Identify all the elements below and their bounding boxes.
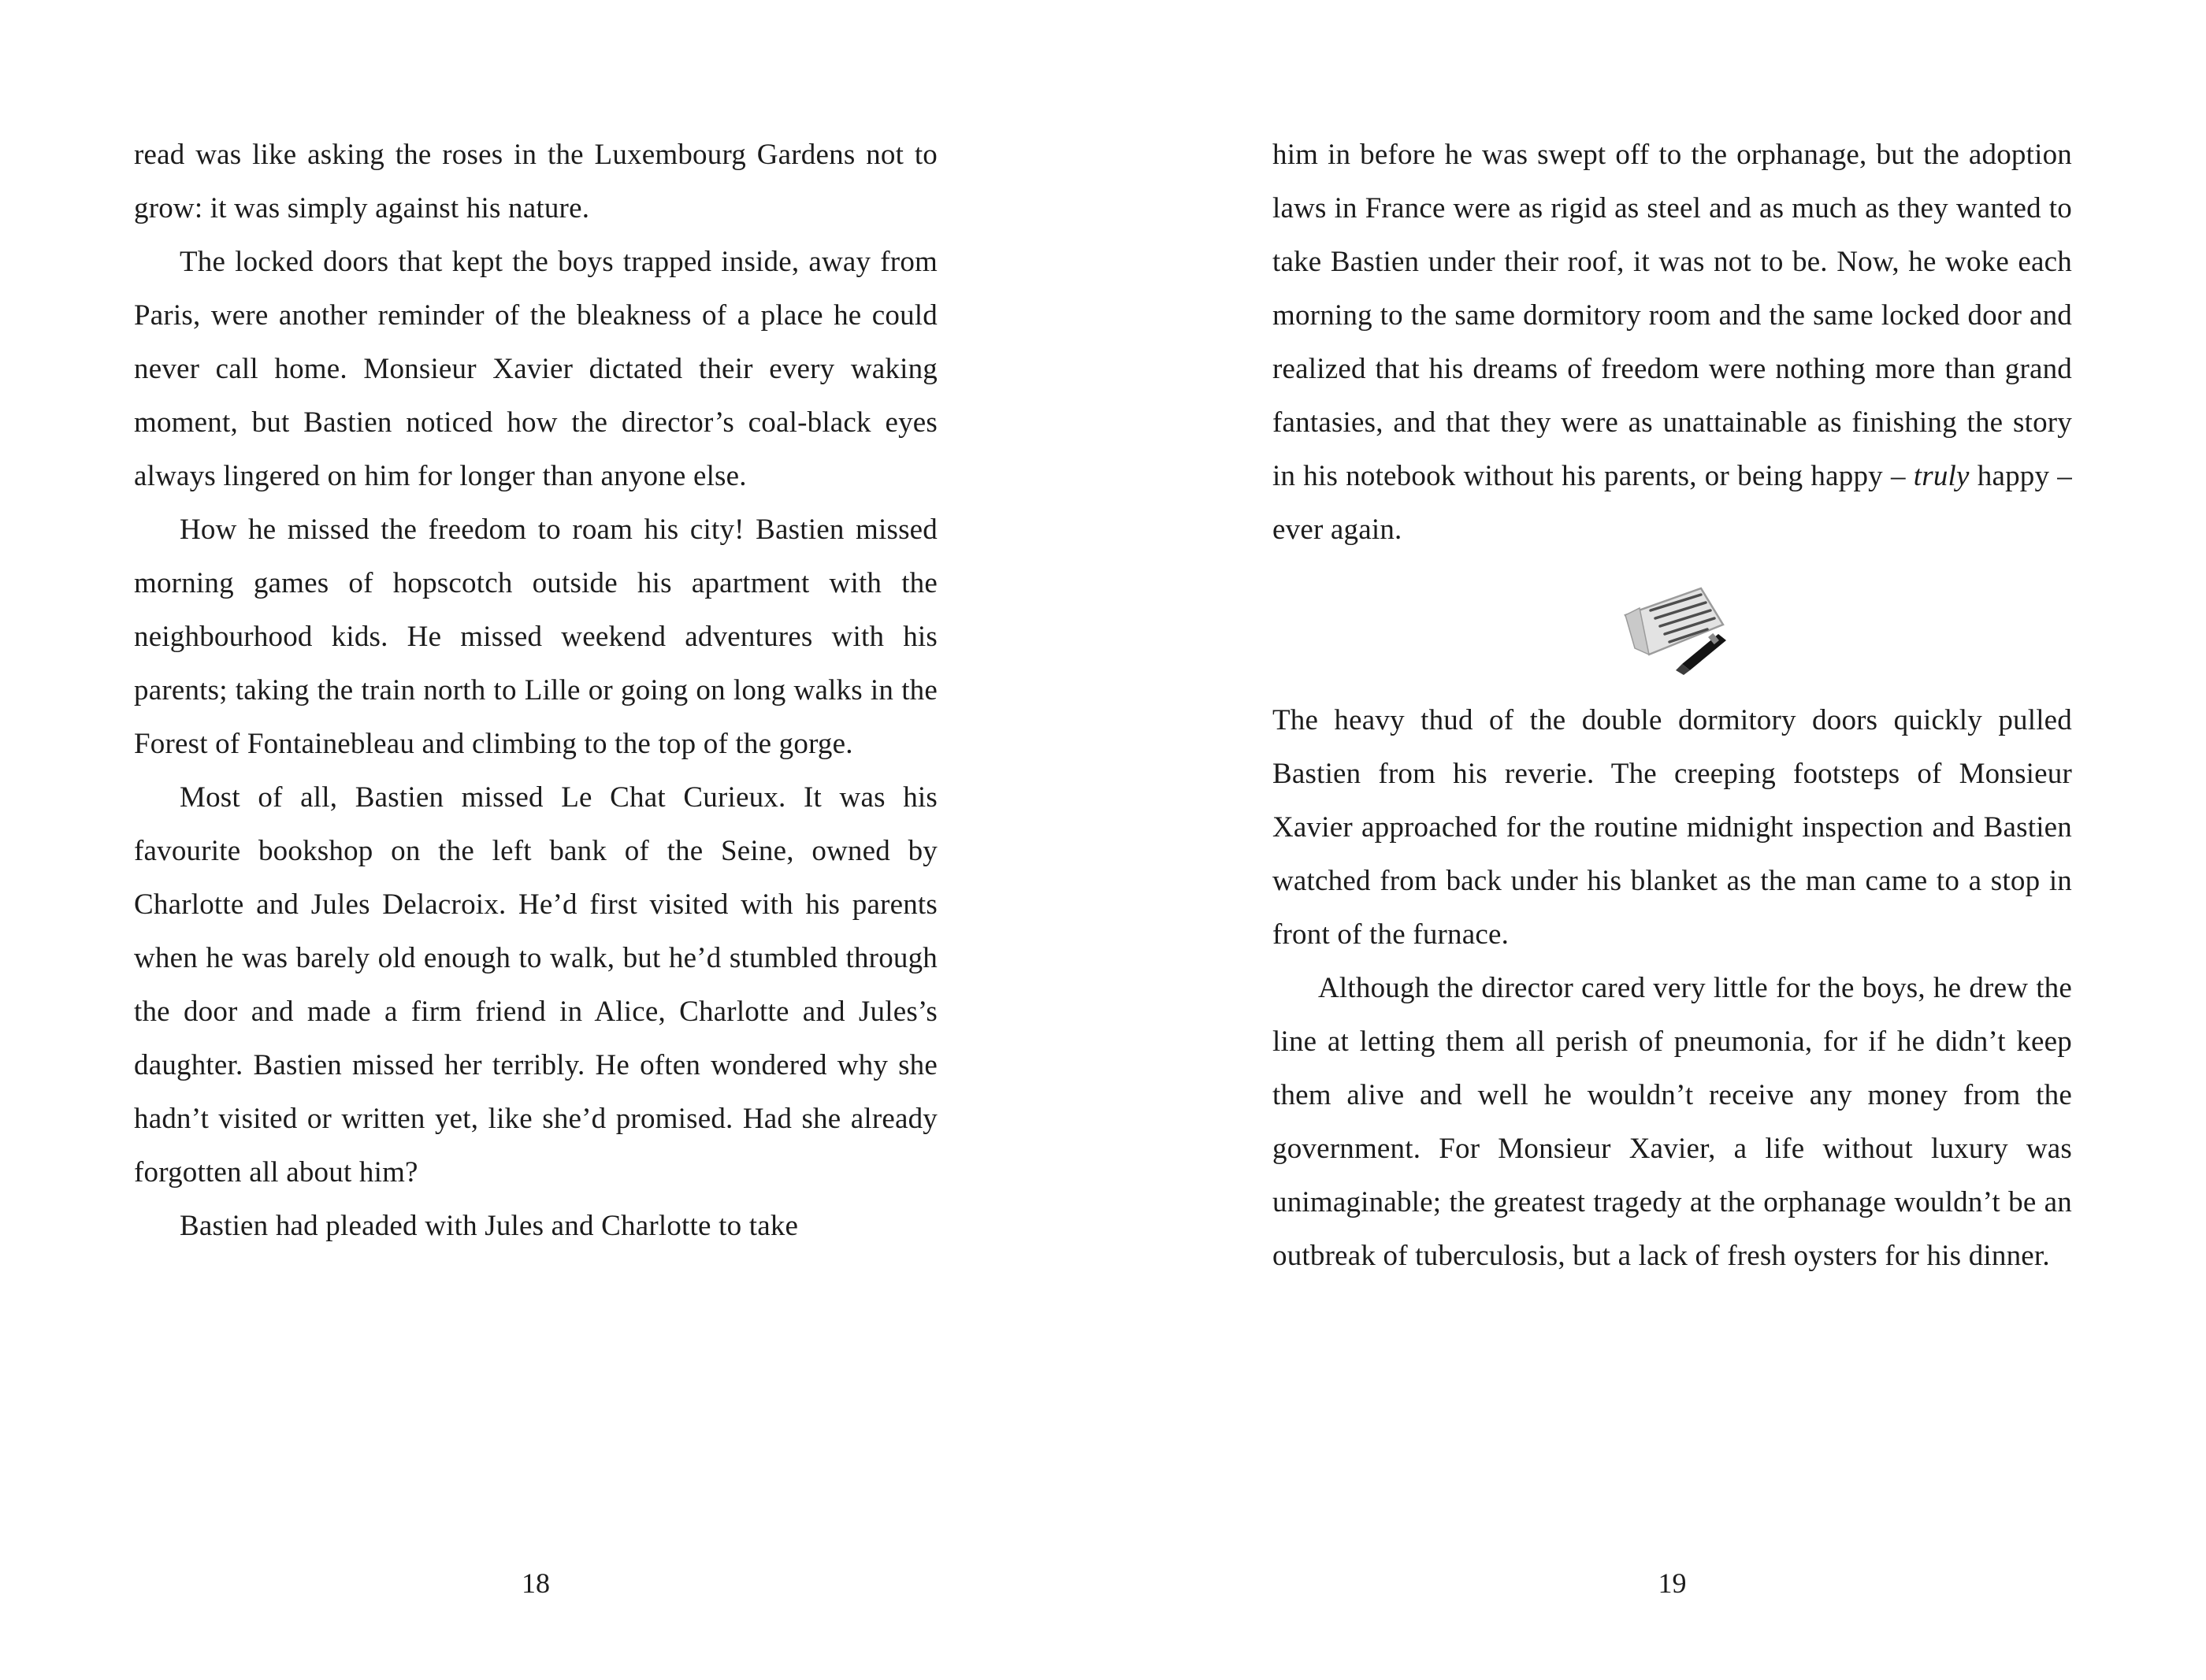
- page-number-right: 19: [1658, 1567, 1687, 1599]
- page-number-left: 18: [522, 1567, 550, 1599]
- paragraph: The heavy thud of the double dormitory doors quickly pulled Bastien from his reverie. The creeping footsteps of Monsieur Xavier approached for the routine midnight inspection and Bastien watched from back under his blanket as the man came to a stop in front of the furnace.: [1272, 704, 2072, 951]
- paragraph: [1272, 128, 2072, 557]
- paragraph-text: happy – ever again.: [1272, 460, 2072, 546]
- page-left-text: [134, 128, 938, 1253]
- paragraph-text: him in before he was swept off to the orphanage, but the adoption laws in France were as rigid as steel and as much as they wanted to take Bastien under their roof, it was not to be. Now, he woke each morning to the same dormitory room and the same locked door and realized that his dreams of freedom were nothing more than grand fantasies, and that they were as unattainable as finishing the story in his notebook without his parents, or being happy –: [1272, 139, 2072, 492]
- paragraph: Although the director cared very little for the boys, he drew the line at letting them all perish of pneumonia, for if he didn’t keep them alive and well he wouldn’t receive any money from the government. For Monsieur Xavier, a life without luxury was unimaginable; the greatest tragedy at the orphanage wouldn’t be an outbreak of tuberculosis, but a lack of fresh oysters for his dinner.: [1272, 972, 2072, 1272]
- paragraph: Most of all, Bastien missed Le Chat Curieux. It was his favourite bookshop on the left bank of the Seine, owned by Charlotte and Jules Delacroix. He’d first visited with his parents when he was barely old enough to walk, but he’d stumbled through the door and made a firm friend in Alice, Charlotte and Jules’s daughter. Bastien missed her terribly. He often wondered why she hadn’t visited or written yet, like she’d promised. Had she already forgotten all about him?: [134, 781, 938, 1189]
- paragraph: The locked doors that kept the boys trapped inside, away from Paris, were another reminder of the bleakness of a place he could never call home. Monsieur Xavier dictated their every waking moment, but Bastien noticed how the director’s coal-black eyes always lingered on him for longer than anyone else.: [134, 246, 938, 492]
- paragraph: Bastien had pleaded with Jules and Charlotte to take: [180, 1210, 799, 1242]
- section-break-ornament: [1272, 568, 2072, 686]
- page-right: [1103, 0, 2206, 1680]
- letter-and-pen-icon: [1610, 582, 1736, 677]
- paragraph: How he missed the freedom to roam his city! Bastien missed morning games of hopscotch outside his apartment with the neighbourhood kids. He missed weekend adventures with his parents; taking the train north to Lille or going on long walks in the Forest of Fontainebleau and climbing to the top of the gorge.: [134, 514, 938, 760]
- italic-word: truly: [1913, 460, 1970, 492]
- page-right-text: [1272, 128, 2072, 1283]
- paragraph: read was like asking the roses in the Luxembourg Gardens not to grow: it was simply against his nature.: [134, 139, 938, 224]
